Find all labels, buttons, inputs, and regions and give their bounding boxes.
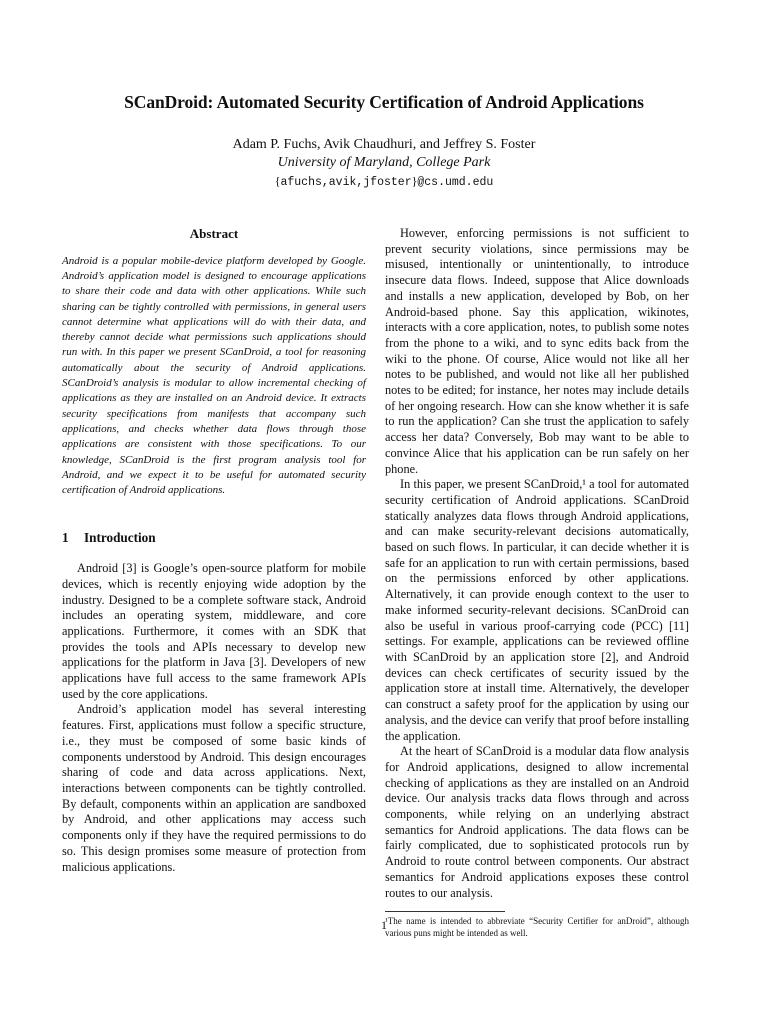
left-column [62,226,366,875]
affiliation: University of Maryland, College Park [277,155,491,170]
intro-paragraph: Android’s application model has several interesting features. First, applications must follow a specific structure, i.e., they must be composed of some basic kinds of components understood by Android. This design encourages sharing of code and data across applications. Next, interactions between components can be tightly controlled. By default, components within an application are sandboxed by Android, and other applications may access such components only if they have the required permissions to do so. This design promises some measure of protection from malicious applications. [62,702,366,874]
section-title: Introduction [84,530,156,546]
body-paragraph: However, enforcing permissions is not sufficient to prevent security violations, since permissions may be misused, intentionally or unintentionally, to introduce insecure data flows. Indeed, suppose that Alice downloads and installs a new application, developed by Bob, on her Android-based phone. Say this application, wikinotes, interacts with a core application, notes, to publish some notes from the phone to a wiki, and to sync edits back from the wiki to the phone. Of course, Alice would not like all her notes to be published, and would not like all her published notes to be edited; for instance, her notes may include details of her ongoing research. How can she know whether it is safe to run the application? Can she trust the application to safely access her data? Conversely, Bob may want to be able to convince Alice that his application can be run safely on her phone. [385,226,689,476]
email-brace-close: } [411,174,418,188]
body-paragraph: In this paper, we present SCanDroid,¹ a tool for automated security certification of Android applications. SCanDroid statically analyzes data flows through Android applications, and can make security-relevant decisions automatically, based on such flows. In particular, it can decide whether it is safe for an application to run with certain permissions, based on the permissions enforced by other applications. Alternatively, it can provide enough context to the user to make informed security-relevant decisions. SCanDroid can also be useful in various proof-carrying code (PCC) [11] settings. For example, applications can be reviewed offline with SCanDroid by an application store [2], and Android devices can check certificates of security issued by the application store at install time. Alternatively, the developer can construct a safety proof for the application by using our analysis, and the device can verify that proof before installing the application. [385,477,689,743]
body-paragraph: At the heart of SCanDroid is a modular data flow analysis for Android applications, designed to allow incremental checking of applications as they are installed on an Android device. Our analysis tracks data flows through and across components, while relying on an underlying abstract semantics for Android applications. The data flows can be fairly complicated, due to sophisticated protocols run by Android to route control between components. Our abstract semantics for Android applications exposes these control routes to our analysis. [385,744,689,900]
email-domain: @cs.umd.edu [417,176,494,189]
email-brace-open: { [274,174,281,188]
footnote-divider [385,911,505,912]
right-column [385,226,689,939]
section-number: 1 [62,530,69,546]
author-email [0,174,768,189]
paper-title: SCanDroid: Automated Security Certification of Android Applications [124,92,644,112]
intro-paragraph: Android [3] is Google’s open-source platform for mobile devices, which is recently enjoying wide adoption by the industry. Designed to be a complete software stack, Android includes an operating system, middleware, and core applications. Furthermore, it comes with an SDK that provides the tools and APIs necessary to develop new applications for the platform in Java [3]. Developers of new applications have full access to the same framework APIs used by the core applications. [62,561,366,701]
page-number: 1 [381,918,387,932]
section-heading-introduction [62,530,366,546]
abstract-text: Android is a popular mobile-device platform developed by Google. Android’s application model is designed to encourage applications to share their code and data with other applications. While such sharing can be tightly controlled with permissions, in general users cannot determine what applications will do with their data, and thereby cannot decide what permissions such applications should run with. In this paper we present SCanDroid, a tool for reasoning automatically about the security of Android applications. SCanDroid’s analysis is modular to allow incremental checking of applications as they are installed on an Android device. It extracts security specifications from manifests that accompany such applications, and checks whether data flows through those applications are consistent with those specifications. To our knowledge, SCanDroid is the first program analysis tool for Android, and we expect it to be useful for automated security certification of Android applications. [62,254,366,497]
email-users: afuchs,avik,jfoster [280,176,412,189]
abstract-heading: Abstract [189,226,239,241]
footnote: ¹The name is intended to abbreviate “Security Certifier for anDroid”, although various puns might be intended as well. [385,916,689,938]
author-list: Adam P. Fuchs, Avik Chaudhuri, and Jeffrey S. Foster [232,137,536,152]
